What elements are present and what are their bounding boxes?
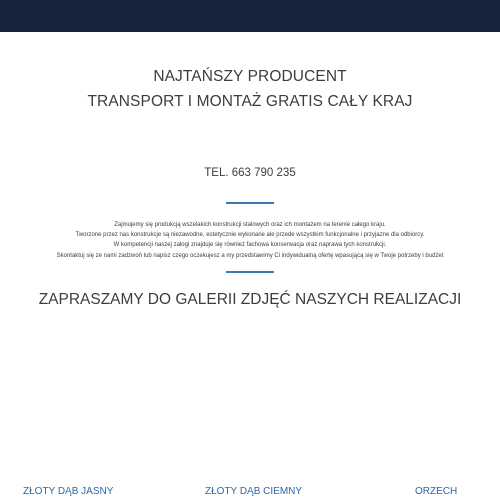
gallery-category-link-jasny[interactable]: ZŁOTY DĄB JASNY [23, 486, 114, 497]
gallery-heading: ZAPRASZAMY DO GALERII ZDJĘĆ NASZYCH REALIZACJI [38, 291, 462, 308]
hero-title-line2: TRANSPORT I MONTAŻ GRATIS CAŁY KRAJ [87, 93, 413, 110]
phone-number: TEL. 663 790 235 [204, 167, 296, 179]
hero-title-line1: NAJTAŃSZY PRODUCENT [153, 68, 347, 85]
section-divider [226, 271, 274, 273]
gallery-category-link-ciemny[interactable]: ZŁOTY DĄB CIEMNY [205, 486, 303, 497]
description-line: Zajmujemy się produkcją wszelakich konstrukcji stalowych oraz ich montażem na terenie całego kraju. [114, 222, 386, 228]
description-line: Tworzone przez nas konstrukcje są niezawodne, estetycznie wykonane ale przede wszystkim funkcjonalne i przyjazne dla odbiorcy. [75, 232, 425, 239]
description-line: Skontaktuj się ze nami zadzwoń lub napisz czego oczekujesz a my przedstawimy Ci indywidualną ofertę wpasującą się w Twoje potrzeby i budżet [56, 252, 444, 259]
section-divider [226, 202, 274, 204]
top-header-bar [0, 0, 500, 32]
gallery-category-link-orzech[interactable]: ORZECH [415, 486, 458, 497]
description-line: W kompetencji naszej załogi znajduje się również fachowa konserwacja oraz naprawa tych konstrukcji. [113, 242, 387, 249]
company-description [0, 220, 500, 261]
